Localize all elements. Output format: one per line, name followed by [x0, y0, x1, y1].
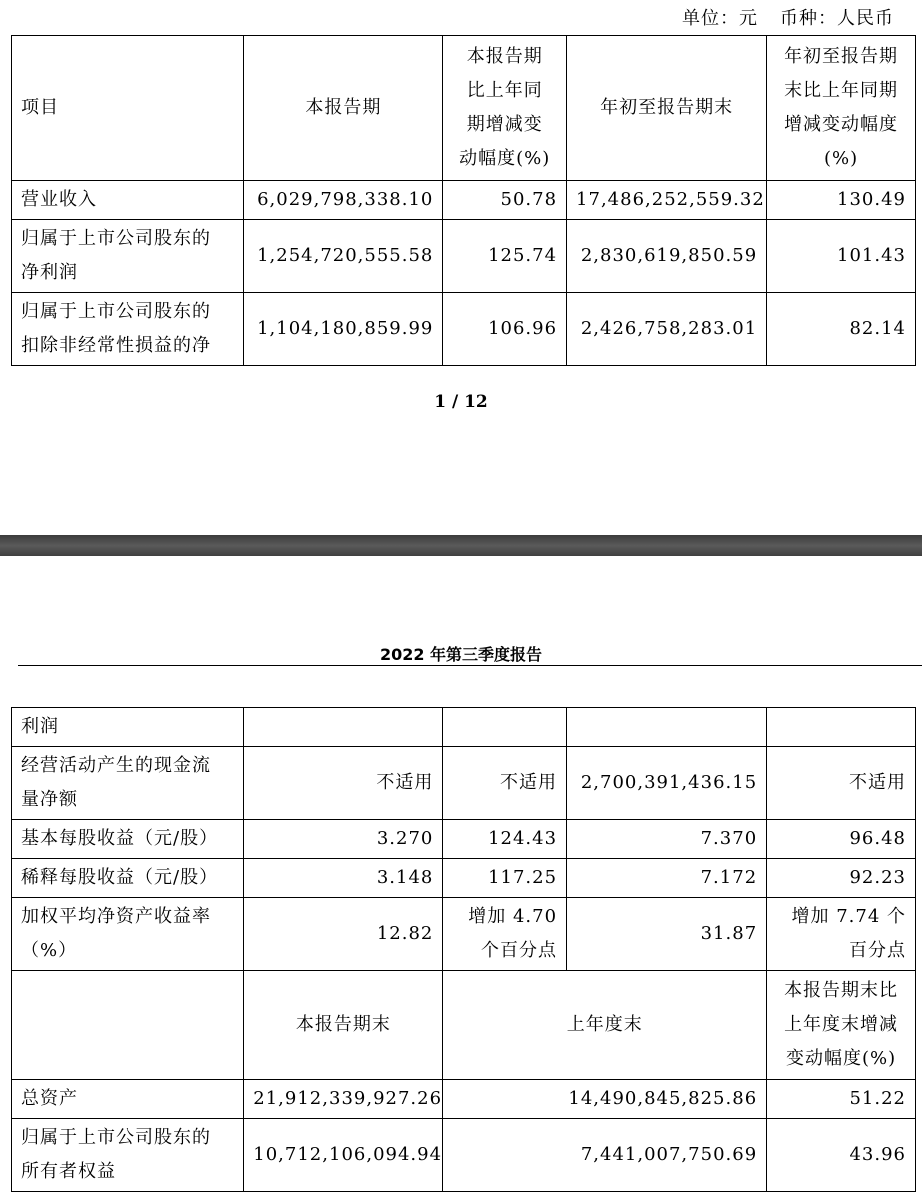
header-current-change [443, 36, 567, 181]
header-line: 本报告期 [466, 46, 543, 67]
row-item-line: 归属于上市公司股东的 [21, 1127, 211, 1148]
unit-line [682, 4, 894, 30]
row-item-line: 净利润 [21, 262, 78, 283]
row-ytd: 31.87 [567, 898, 767, 971]
unit-label: 单位：元 [682, 8, 758, 29]
row-ytd-change: 96.48 [767, 820, 916, 859]
cell-line: 百分点 [849, 940, 906, 961]
row-item-line: 量净额 [21, 789, 78, 810]
header-line: 增减变动幅度 [784, 114, 899, 135]
row-ytd-change: 82.14 [767, 293, 916, 366]
row-change: 43.96 [767, 1119, 916, 1192]
header-line: (%) [823, 148, 859, 169]
row-item: 营业收入 [12, 181, 244, 220]
row-ytd: 2,700,391,436.15 [567, 747, 767, 820]
row-ytd: 17,486,252,559.32 [567, 181, 767, 220]
header-period-end: 本报告期末 [244, 971, 443, 1080]
table-row [12, 220, 916, 293]
header-prior-year-end: 上年度末 [443, 971, 767, 1080]
header-line: 动幅度(%) [459, 148, 551, 169]
row-item [12, 1119, 244, 1192]
row-current [244, 708, 443, 747]
page-break-divider [0, 535, 922, 556]
row-current-change: 50.78 [443, 181, 567, 220]
row-current-change: 不适用 [443, 747, 567, 820]
row-ytd: 2,426,758,283.01 [567, 293, 767, 366]
header-item-empty [12, 971, 244, 1080]
row-current: 3.148 [244, 859, 443, 898]
row-current-change: 106.96 [443, 293, 567, 366]
row-ytd-change: 92.23 [767, 859, 916, 898]
row-period-end: 21,912,339,927.26 [244, 1080, 443, 1119]
header-ytd: 年初至报告期末 [567, 36, 767, 181]
row-ytd-change [767, 898, 916, 971]
row-current-change: 124.43 [443, 820, 567, 859]
row-item [12, 747, 244, 820]
table-row [12, 747, 916, 820]
row-item [12, 220, 244, 293]
row-prior-year-end: 7,441,007,750.69 [443, 1119, 767, 1192]
cell-line: 增加 4.70 [468, 906, 558, 927]
page-number: 1 / 12 [434, 392, 488, 412]
row-item [12, 898, 244, 971]
row-item [12, 293, 244, 366]
row-item: 利润 [12, 708, 244, 747]
table-header-row [12, 36, 916, 181]
row-ytd-change: 130.49 [767, 181, 916, 220]
header-line: 变动幅度(%) [785, 1048, 897, 1069]
row-change: 51.22 [767, 1080, 916, 1119]
table-row [12, 181, 916, 220]
row-item-line: 所有者权益 [21, 1161, 116, 1182]
row-current: 1,254,720,555.58 [244, 220, 443, 293]
row-item: 稀释每股收益（元/股） [12, 859, 244, 898]
header-line: 年初至报告期 [784, 46, 899, 67]
financial-table-bottom [11, 707, 916, 1192]
header-current: 本报告期 [244, 36, 443, 181]
table-row [12, 859, 916, 898]
row-ytd [567, 708, 767, 747]
row-ytd: 2,830,619,850.59 [567, 220, 767, 293]
cell-line: 增加 7.74 个 [791, 906, 906, 927]
row-period-end: 10,712,106,094.94 [244, 1119, 443, 1192]
table-row [12, 820, 916, 859]
row-item-line: 加权平均净资产收益率 [21, 906, 211, 927]
row-current: 1,104,180,859.99 [244, 293, 443, 366]
row-item: 基本每股收益（元/股） [12, 820, 244, 859]
currency-label: 币种：人民币 [780, 8, 894, 29]
row-item-line: 经营活动产生的现金流 [21, 755, 211, 776]
header-change [767, 971, 916, 1080]
header-ytd-change [767, 36, 916, 181]
header-line: 本报告期末比 [784, 980, 899, 1001]
table-row [12, 1080, 916, 1119]
row-prior-year-end: 14,490,845,825.86 [443, 1080, 767, 1119]
row-ytd-change: 不适用 [767, 747, 916, 820]
row-current-change [443, 898, 567, 971]
row-ytd-change [767, 708, 916, 747]
table-row [12, 708, 916, 747]
row-current-change: 125.74 [443, 220, 567, 293]
balance-header-row [12, 971, 916, 1080]
table-row [12, 293, 916, 366]
row-current: 12.82 [244, 898, 443, 971]
row-item-line: 归属于上市公司股东的 [21, 228, 211, 249]
table-row [12, 898, 916, 971]
header-line: 期增减变 [466, 114, 543, 135]
row-item-line: （%） [21, 940, 78, 961]
row-ytd: 7.370 [567, 820, 767, 859]
financial-table-top [11, 35, 916, 366]
row-current-change [443, 708, 567, 747]
cell-line: 个百分点 [481, 940, 558, 961]
row-item-line: 扣除非经常性损益的净 [21, 335, 211, 356]
row-ytd-change: 101.43 [767, 220, 916, 293]
row-current: 不适用 [244, 747, 443, 820]
header-item: 项目 [12, 36, 244, 181]
table-row [12, 1119, 916, 1192]
row-current-change: 117.25 [443, 859, 567, 898]
header-line: 末比上年同期 [784, 80, 899, 101]
row-ytd: 7.172 [567, 859, 767, 898]
row-current: 3.270 [244, 820, 443, 859]
row-item: 总资产 [12, 1080, 244, 1119]
header-line: 上年度末增减 [784, 1014, 899, 1035]
title-underline [18, 665, 922, 666]
report-title: 2022 年第三季度报告 [379, 645, 543, 664]
row-item-line: 归属于上市公司股东的 [21, 301, 211, 322]
header-line: 比上年同 [466, 80, 543, 101]
row-current: 6,029,798,338.10 [244, 181, 443, 220]
